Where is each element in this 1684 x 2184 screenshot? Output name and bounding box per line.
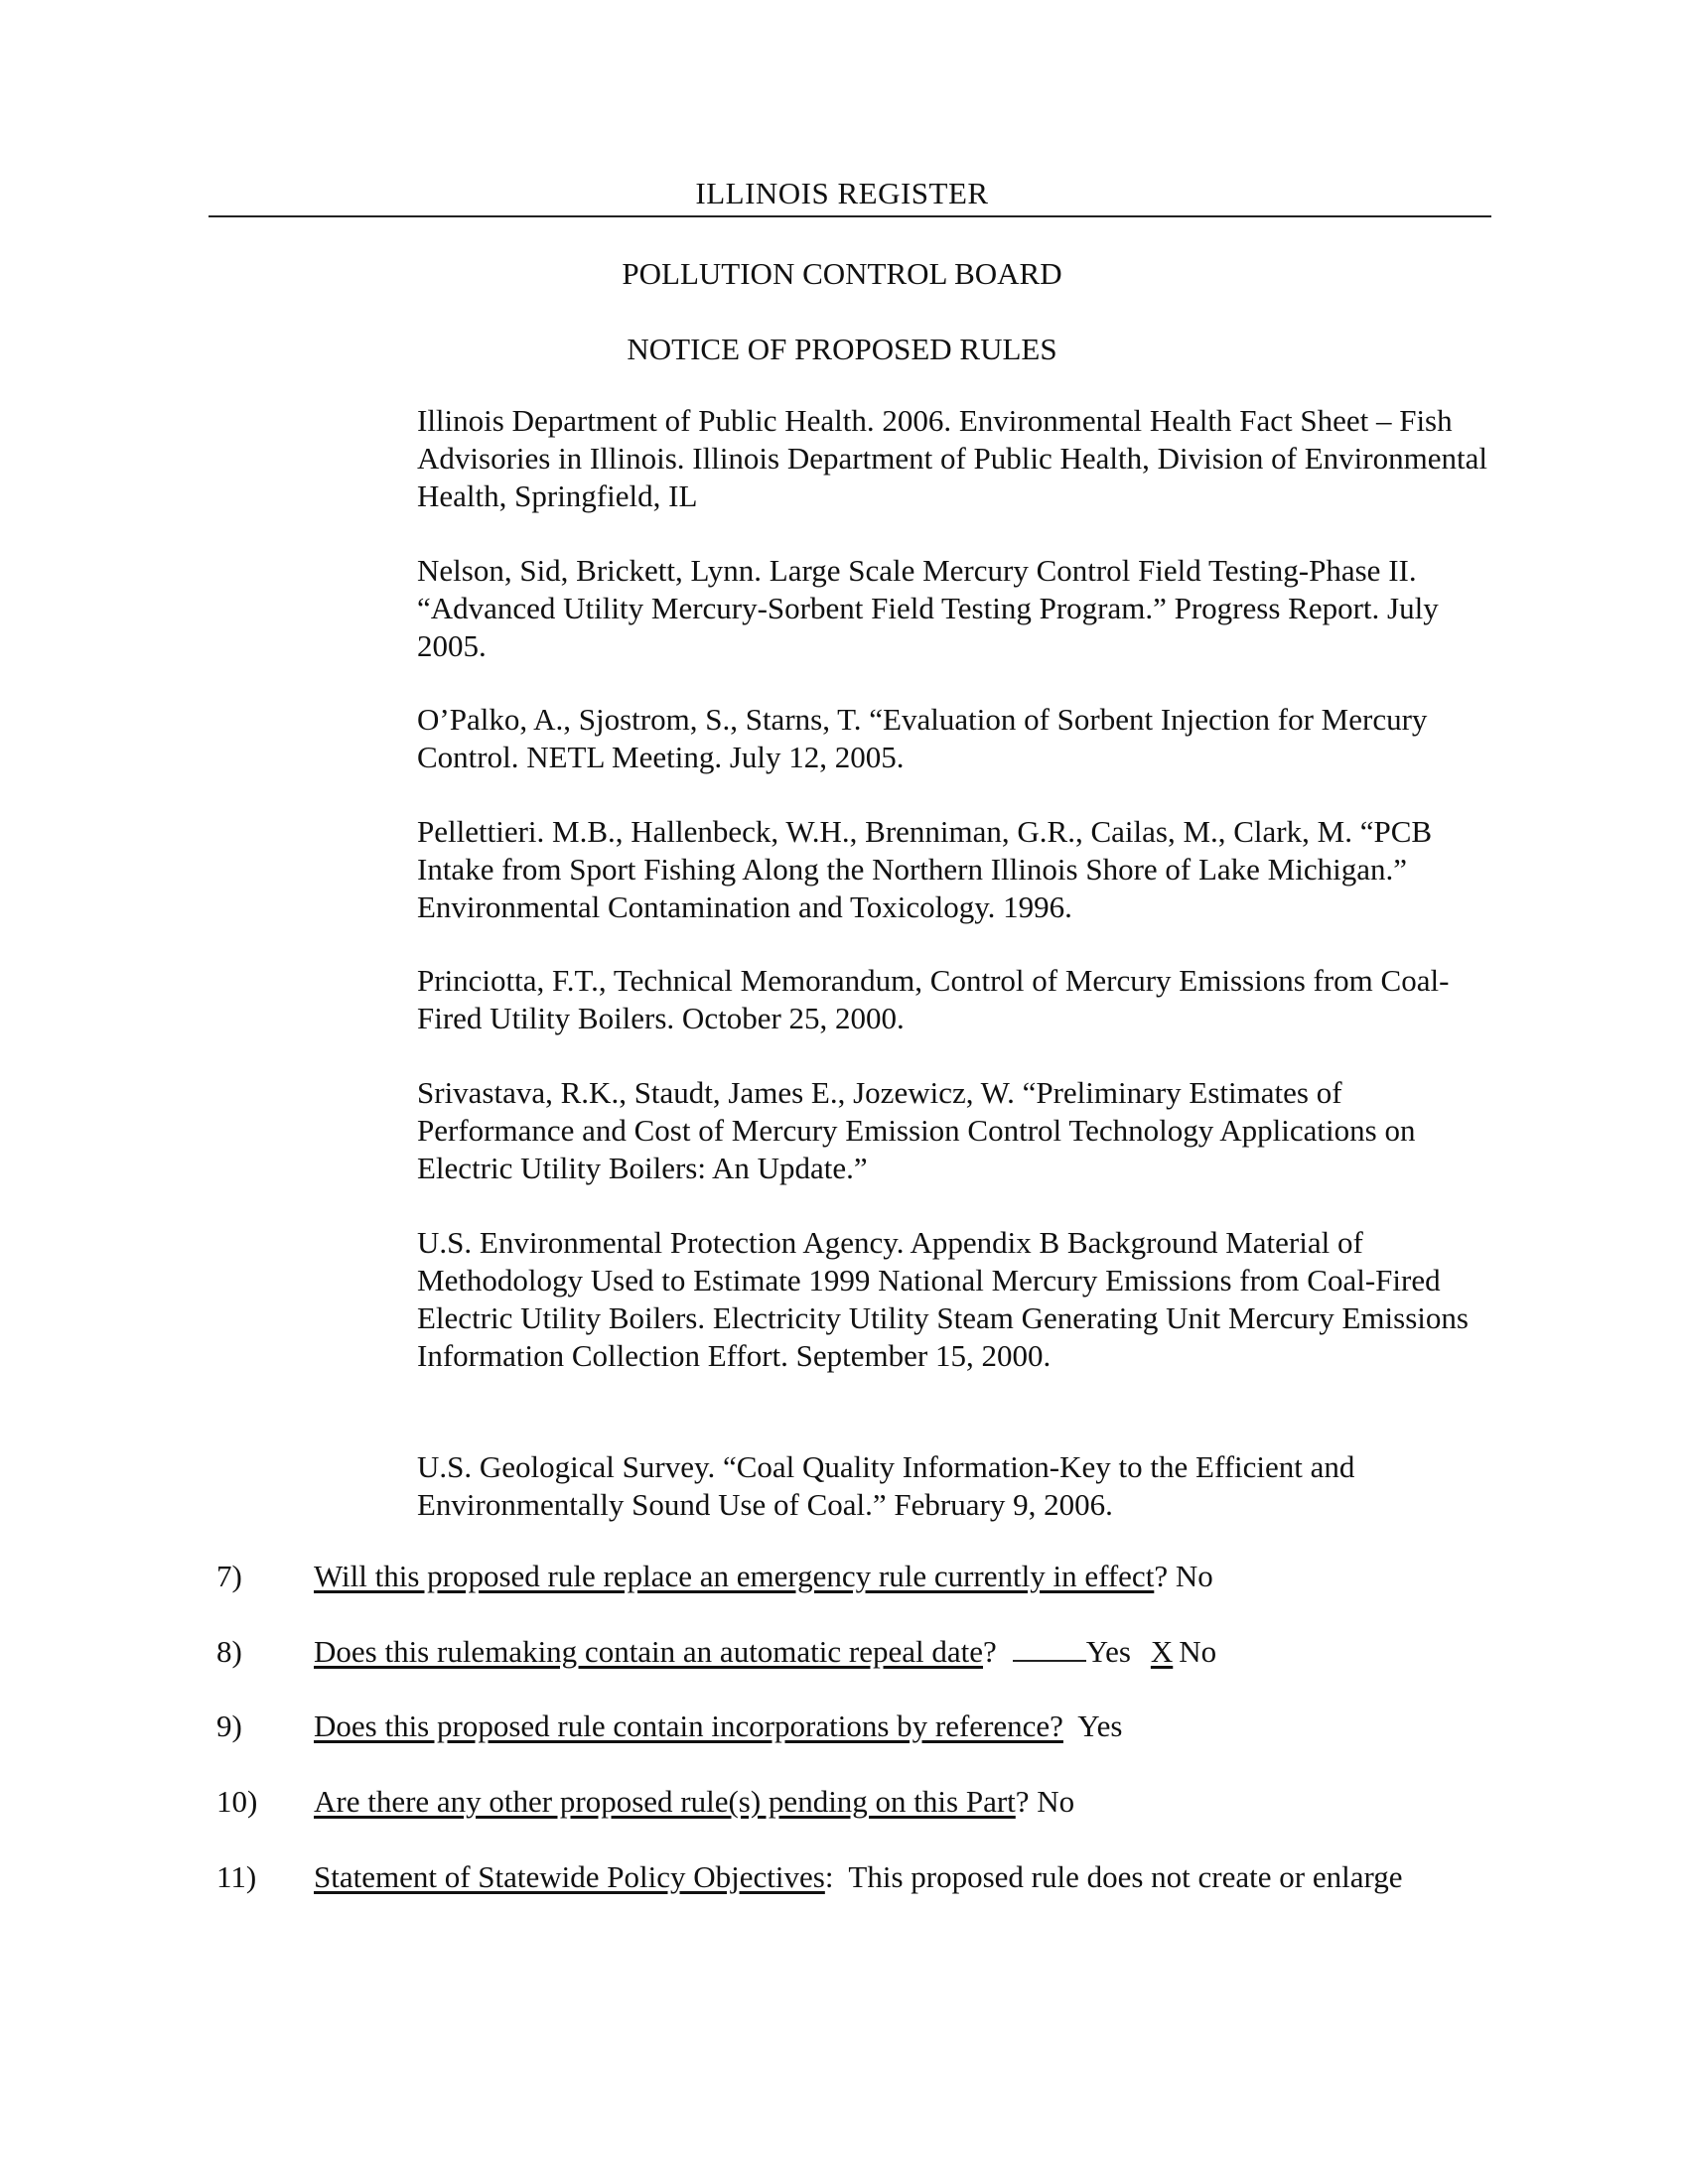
reference-item: Pellettieri. M.B., Hallenbeck, W.H., Brenniman, G.R., Cailas, M., Clark, M. “PCB Intake from Sport Fishing Along the Northern Illinois Shore of Lake Michigan.” Environmental Contamination and Toxicology. 1996.	[417, 814, 1433, 924]
question-punct: ?	[1154, 1559, 1169, 1593]
question-text: Are there any other proposed rule(s) pending on this Part	[314, 1784, 1016, 1819]
question-body	[314, 1707, 1122, 1745]
register-title: ILLINOIS REGISTER	[695, 176, 989, 210]
question-body	[314, 1783, 1074, 1821]
question-text: Does this proposed rule contain incorporations by reference?	[314, 1708, 1063, 1743]
question-text: Does this rulemaking contain an automatic repeal date	[314, 1634, 984, 1669]
yes-label: Yes	[1085, 1634, 1131, 1669]
question-body	[314, 1558, 1213, 1595]
question-answer: This proposed rule does not create or enlarge	[833, 1859, 1403, 1894]
reference-item: Srivastava, R.K., Staudt, James E., Jozewicz, W. “Preliminary Estimates of Performance and Cost of Mercury Emission Control Technology Applications on Electric Utility Boilers: An Update.”	[417, 1075, 1416, 1185]
question-text: Statement of Statewide Policy Objectives	[314, 1859, 825, 1894]
notice-title: NOTICE OF PROPOSED RULES	[627, 332, 1057, 366]
question-punct: ?	[1015, 1784, 1030, 1819]
question-number: 11)	[216, 1859, 257, 1894]
question-number: 10)	[216, 1784, 258, 1819]
reference-item: Illinois Department of Public Health. 2006. Environmental Health Fact Sheet – Fish Advisories in Illinois. Illinois Department of Public Health, Division of Environmental Health, Springfield, IL	[417, 403, 1487, 513]
question-body	[314, 1633, 1216, 1671]
question-text: Will this proposed rule replace an emergency rule currently in effect	[314, 1559, 1155, 1593]
no-mark: X	[1150, 1634, 1174, 1669]
question-punct: ?	[983, 1634, 997, 1669]
question-answer: No	[1168, 1559, 1213, 1593]
question-punct: :	[824, 1859, 834, 1894]
reference-item: U.S. Environmental Protection Agency. Appendix B Background Material of Methodology Used to Estimate 1999 National Mercury Emissions from Coal-Fired Electric Utility Boilers. Electricity Utility Steam Generating Unit Mercury Emissions Information Collection Effort. September 15, 2000.	[417, 1225, 1469, 1373]
question-answer: Yes	[1062, 1708, 1123, 1743]
reference-item: Princiotta, F.T., Technical Memorandum, Control of Mercury Emissions from Coal-Fired Utility Boilers. October 25, 2000.	[417, 963, 1450, 1035]
reference-item: U.S. Geological Survey. “Coal Quality Information-Key to the Efficient and Environmentally Sound Use of Coal.” February 9, 2006.	[417, 1449, 1355, 1522]
reference-item: O’Palko, A., Sjostrom, S., Starns, T. “Evaluation of Sorbent Injection for Mercury Control. NETL Meeting. July 12, 2005.	[417, 702, 1428, 774]
question-answer: No	[1029, 1784, 1075, 1819]
question-number: 8)	[216, 1634, 242, 1669]
yes-blank	[1013, 1634, 1086, 1662]
board-name: POLLUTION CONTROL BOARD	[622, 256, 1062, 291]
question-number: 7)	[216, 1559, 242, 1593]
question-body	[314, 1858, 1403, 1896]
no-label: No	[1179, 1634, 1217, 1669]
reference-item: Nelson, Sid, Brickett, Lynn. Large Scale Mercury Control Field Testing-Phase II. “Advanced Utility Mercury-Sorbent Field Testing Program.” Progress Report. July 2005.	[417, 553, 1439, 663]
question-number: 9)	[216, 1708, 242, 1743]
header-divider	[209, 215, 1491, 217]
